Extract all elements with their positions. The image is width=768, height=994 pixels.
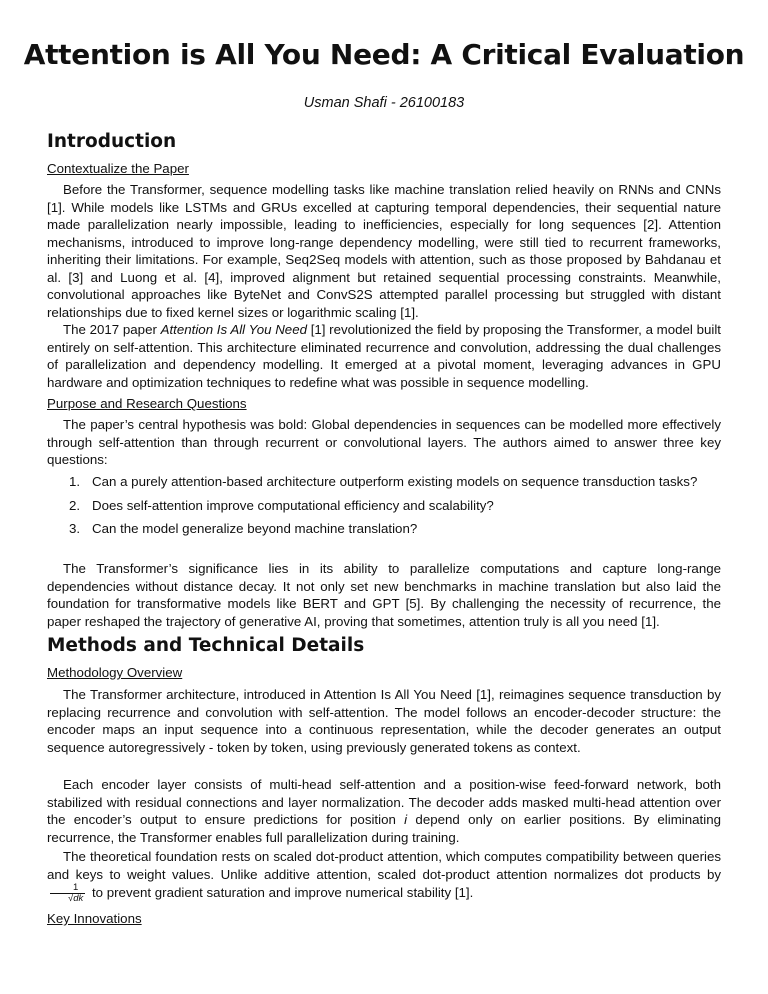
subheading-contextualize: Contextualize the Paper: [47, 161, 189, 176]
list-item: 3. Can the model generalize beyond machine translation?: [69, 521, 418, 536]
author-line: Usman Shafi - 26100183: [303, 95, 465, 111]
research-questions-list: [47, 473, 721, 544]
list-item: 1. Can a purely attention-based architecture outperform existing models on sequence transduction tasks?: [69, 474, 698, 489]
subheading-key-innovations: Key Innovations: [47, 911, 142, 926]
section-heading-introduction: Introduction: [47, 131, 177, 152]
paragraph-encoder-layer: Each encoder layer consists of multi-head self-attention and a position-wise feed-forward network, both stabilized with residual connections and layer normalization. The decoder adds masked multi-head attention over the encoder’s output to ensure predictions for position i depend only on earlier positions. By eliminating recurrence, the Transformer enables full parallelization during training.: [47, 777, 721, 845]
document-title: Attention is All You Need: A Critical Evaluation: [23, 38, 745, 71]
paragraph-context: Before the Transformer, sequence modelling tasks like machine translation relied heavily on RNNs and CNNs [1]. While models like LSTMs and GRUs excelled at capturing temporal dependencies, their sequential nature made parallelization nearly impossible, leading to inefficiencies, especially for long sequences [2]. Attention mechanisms, introduced to improve long-range dependency modelling, were still tied to recurrent frameworks, inheriting their limitations. For example, Seq2Seq models with attention, such as those proposed by Bahdanau et al. [3] and Luong et al. [4], improved alignment but retained sequential processing constraints. Meanwhile, convolutional approaches like ByteNet and ConvS2S attempted parallel processing but struggled with distant relationships due to fixed kernel sizes or logarithmic scaling [1].: [47, 182, 721, 320]
paper-title-italic: Attention Is All You Need: [160, 322, 307, 337]
list-item: 2. Does self-attention improve computational efficiency and scalability?: [69, 497, 494, 513]
scaling-fraction: $\frac{1}{√dk}$: [50, 883, 85, 904]
paragraph-architecture: The Transformer architecture, introduced in Attention Is All You Need [1], reimagines sequence transduction by replacing recurrence and convolution with self-attention. The model follows an encoder-decoder structure: the encoder maps an input sequence into a continuous representation, while the decoder generates an output sequence autoregressively - token by token, using previously generated tokens as context.: [47, 687, 721, 755]
position-variable: i: [404, 812, 408, 827]
paragraph-hypothesis: The paper’s central hypothesis was bold: Global dependencies in sequences can be modelled more effectively through self-attention than through recurrent or convolutional layers. The authors aimed to answer three key questions:: [47, 417, 721, 467]
subheading-methodology-overview: Methodology Overview: [47, 665, 183, 680]
paragraph-significance: The Transformer’s significance lies in its ability to parallelize computations and capture long-range dependencies without distance decay. It not only set new benchmarks in machine translation but also laid the foundation for transformative models like BERT and GPT [5]. By challenging the necessity of recurrence, the paper reshaped the trajectory of generative AI, proving that sometimes, attention truly is all you need [1].: [47, 561, 721, 629]
subheading-purpose: Purpose and Research Questions: [47, 396, 247, 411]
section-heading-methods: Methods and Technical Details: [47, 635, 365, 656]
paragraph-scaled-attention: The theoretical foundation rests on scaled dot-product attention, which computes compatibility between queries and keys to weight values. Unlike additive attention, scaled dot-product attention normalizes dot products by $\frac{1}{√dk}$ to prevent gradient saturation and improve numerical stability [1].: [47, 849, 721, 904]
paragraph-2017-paper: The 2017 paper Attention Is All You Need [1] revolutionized the field by proposing the Transformer, a model built entirely on self-attention. This architecture eliminated recurrence and convolution, addressing the dual challenges of parallelization and dependency modelling. It emerged at a pivotal moment, leveraging advances in GPU hardware and optimization techniques to redefine what was possible in sequence modelling.: [47, 322, 721, 390]
